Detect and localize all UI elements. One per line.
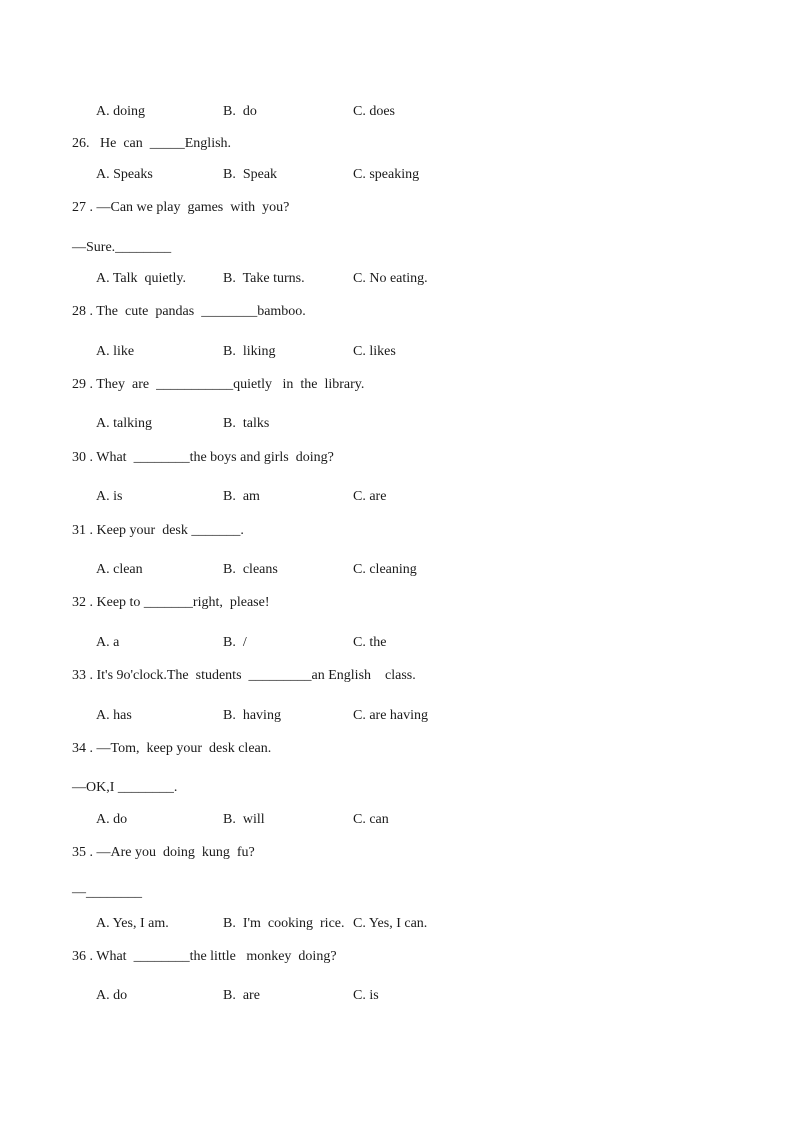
- option-b: B. will: [223, 812, 265, 827]
- answer-line: —________: [72, 885, 142, 900]
- option-a: A. doing: [96, 104, 145, 119]
- option-a: A. do: [96, 988, 128, 1003]
- question-33: 33 . It's 9o'clock.The students _________an English class.: [72, 668, 416, 683]
- question-34: 34 . —Tom, keep your desk clean.: [72, 741, 272, 756]
- answer-line: —OK,I ________.: [72, 780, 178, 795]
- option-c: C. are: [353, 489, 387, 504]
- option-a: A. talking: [96, 416, 152, 431]
- option-a: A. Talk quietly.: [96, 271, 187, 286]
- question-36: 36 . What ________the little monkey doing?: [72, 949, 337, 964]
- option-a: A. is: [96, 489, 123, 504]
- option-b: B. are: [223, 988, 260, 1003]
- option-c: C. Yes, I can.: [353, 916, 428, 931]
- question-30: 30 . What ________the boys and girls doing?: [72, 450, 334, 465]
- option-a: A. Yes, I am.: [96, 916, 169, 931]
- option-a: A. clean: [96, 562, 143, 577]
- option-b: B. Speak: [223, 167, 278, 182]
- option-b: B. am: [223, 489, 260, 504]
- option-c: C. No eating.: [353, 271, 428, 286]
- question-32: 32 . Keep to _______right, please!: [72, 595, 270, 610]
- option-c: C. the: [353, 635, 387, 650]
- option-a: A. a: [96, 635, 120, 650]
- option-b: B. /: [223, 635, 247, 650]
- option-c: C. can: [353, 812, 389, 827]
- option-b: B. having: [223, 708, 281, 723]
- question-29: 29 . They are ___________quietly in the library.: [72, 377, 365, 392]
- option-a: A. Speaks: [96, 167, 153, 182]
- option-c: C. speaking: [353, 167, 420, 182]
- option-c: C. is: [353, 988, 379, 1003]
- option-c: C. are having: [353, 708, 429, 723]
- question-26: 26. He can _____English.: [72, 136, 232, 151]
- option-b: B. cleans: [223, 562, 278, 577]
- option-b: B. Take turns.: [223, 271, 305, 286]
- option-b: B. talks: [223, 416, 270, 431]
- question-28: 28 . The cute pandas ________bamboo.: [72, 304, 306, 319]
- option-c: C. likes: [353, 344, 396, 359]
- option-b: B. I'm cooking rice.: [223, 916, 345, 931]
- answer-line: —Sure.________: [72, 240, 172, 255]
- question-31: 31 . Keep your desk _______.: [72, 523, 244, 538]
- option-b: B. liking: [223, 344, 276, 359]
- option-c: C. cleaning: [353, 562, 417, 577]
- option-a: A. do: [96, 812, 128, 827]
- option-b: B. do: [223, 104, 257, 119]
- option-c: C. does: [353, 104, 395, 119]
- option-a: A. like: [96, 344, 135, 359]
- question-27: 27 . —Can we play games with you?: [72, 200, 290, 215]
- option-a: A. has: [96, 708, 132, 723]
- question-35: 35 . —Are you doing kung fu?: [72, 845, 255, 860]
